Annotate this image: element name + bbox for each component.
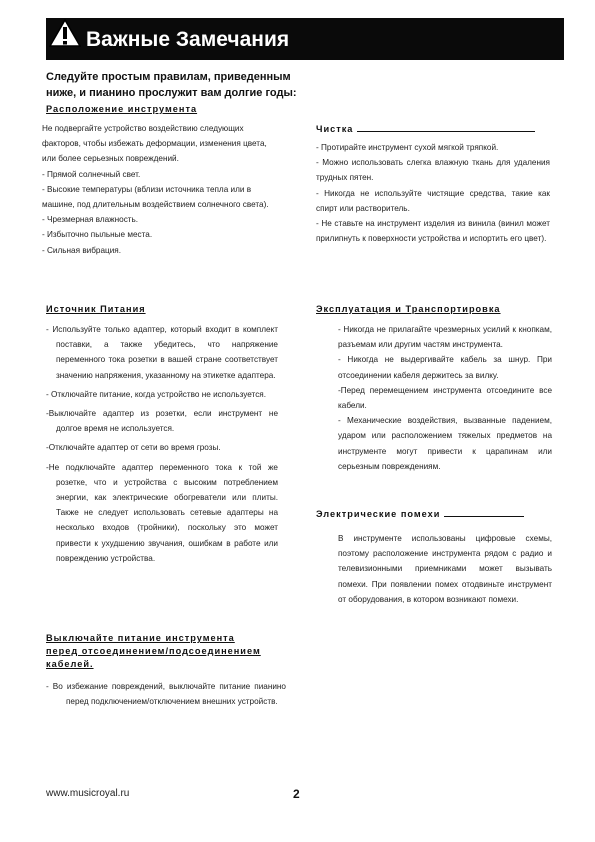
cleaning-item: - Не ставьте на инструмент изделия из винила (винил может прилипнуть к поверхности устройства и испортить его цвет). (316, 219, 550, 244)
footer-website: www.musicroyal.ru (46, 788, 130, 799)
power-item: -Отключайте адаптер от сети во время грозы. (46, 443, 221, 453)
cleaning-section (316, 122, 550, 246)
power-item: - Используйте только адаптер, который входит в комплект поставки, а также убедитесь, что напряжение переменного тока розетки в вашей стране соответствует значению напряжения, указанному на этикетке адаптера. (46, 325, 278, 380)
cleaning-item: - Никогда не используйте чистящие средства, такие как спирт или растворитель. (316, 188, 550, 213)
power-item: - Отключайте питание, когда устройство не используется. (46, 389, 267, 399)
placement-line: - Высокие температуры (вблизи источника тепла или в (42, 184, 252, 194)
operation-heading: Эксплуатация и Транспортировка (316, 304, 501, 314)
title-banner (46, 18, 564, 60)
placement-line: машине, под длительным воздействием солнечного света). (42, 200, 269, 210)
intro-text: Следуйте простым правилам, приведенным ниже, и пианино прослужит вам долгие годы: (46, 71, 297, 99)
placement-line: Не подвергайте устройство воздействию следующих (42, 124, 244, 133)
page-number: 2 (293, 787, 300, 801)
interference-section (316, 507, 552, 607)
switchoff-section (46, 632, 286, 709)
placement-section (42, 103, 304, 258)
interference-heading: Электрические помехи (316, 507, 552, 521)
interference-text: В инструменте использованы цифровые схемы, поэтому расположение инструмента рядом с радио и телевизионными приемниками может вызывать помехи. При появлении помех отодвиньте инструмент от оборудования, в котором возникают помехи. (338, 534, 552, 604)
placement-line: - Чрезмерная влажность. (42, 215, 139, 225)
placement-line: - Сильная вибрация. (42, 245, 122, 255)
operation-item: - Никогда не выдергивайте кабель за шнур. При отсоединении кабеля держитесь за вилку. (338, 355, 552, 380)
switchoff-text: - Во избежание повреждений, выключайте питание пианино перед подключением/отключением внешних устройств. (46, 682, 286, 707)
cleaning-heading: Чистка (316, 122, 550, 136)
operation-item: - Механические воздействия, вызванные падением, ударом или расположением тяжелых предметов на инструменте могут привести к царапинам или серьезным повреждениям. (338, 416, 552, 471)
cleaning-item: - Можно использовать слегка влажную ткань для удаления трудных пятен. (316, 158, 550, 183)
power-item: -Выключайте адаптер из розетки, если инструмент не долгое время не используется. (46, 409, 278, 434)
placement-line: - Прямой солнечный свет. (42, 169, 141, 179)
power-section (46, 303, 278, 566)
page-title: Важные Замечания (86, 28, 290, 51)
operation-item: -Перед перемещением инструмента отсоедините все кабели. (338, 385, 552, 411)
placement-line: факторов, чтобы избежать деформации, изменения цвета, (42, 139, 267, 149)
placement-heading: Расположение инструмента (46, 104, 198, 114)
operation-item: - Никогда не прилагайте чрезмерных усилий к кнопкам, разъемам или другим частям инструмента. (338, 325, 552, 350)
placement-line: или более серьезных повреждений. (42, 154, 179, 164)
power-item: -Не подключайте адаптер переменного тока к той же розетке, что и устройства с высоким потреблением энергии, как электрические обогреватели или плиты. Также не следует использовать сетевые адаптеры на несколько входов (тройники), поскольку это может привести к ухудшению звучания, ошибкам в работе или повреждению устройства. (46, 462, 278, 563)
switchoff-heading: Выключайте питание инструмента перед отсоединением/подсоединением кабелей. (46, 633, 261, 669)
placement-line: - Избыточно пыльные места. (42, 230, 153, 240)
power-heading: Источник Питания (46, 304, 146, 314)
operation-section (316, 303, 552, 474)
warning-triangle-icon (49, 19, 81, 47)
cleaning-item: - Протирайте инструмент сухой мягкой тряпкой. (316, 143, 499, 152)
